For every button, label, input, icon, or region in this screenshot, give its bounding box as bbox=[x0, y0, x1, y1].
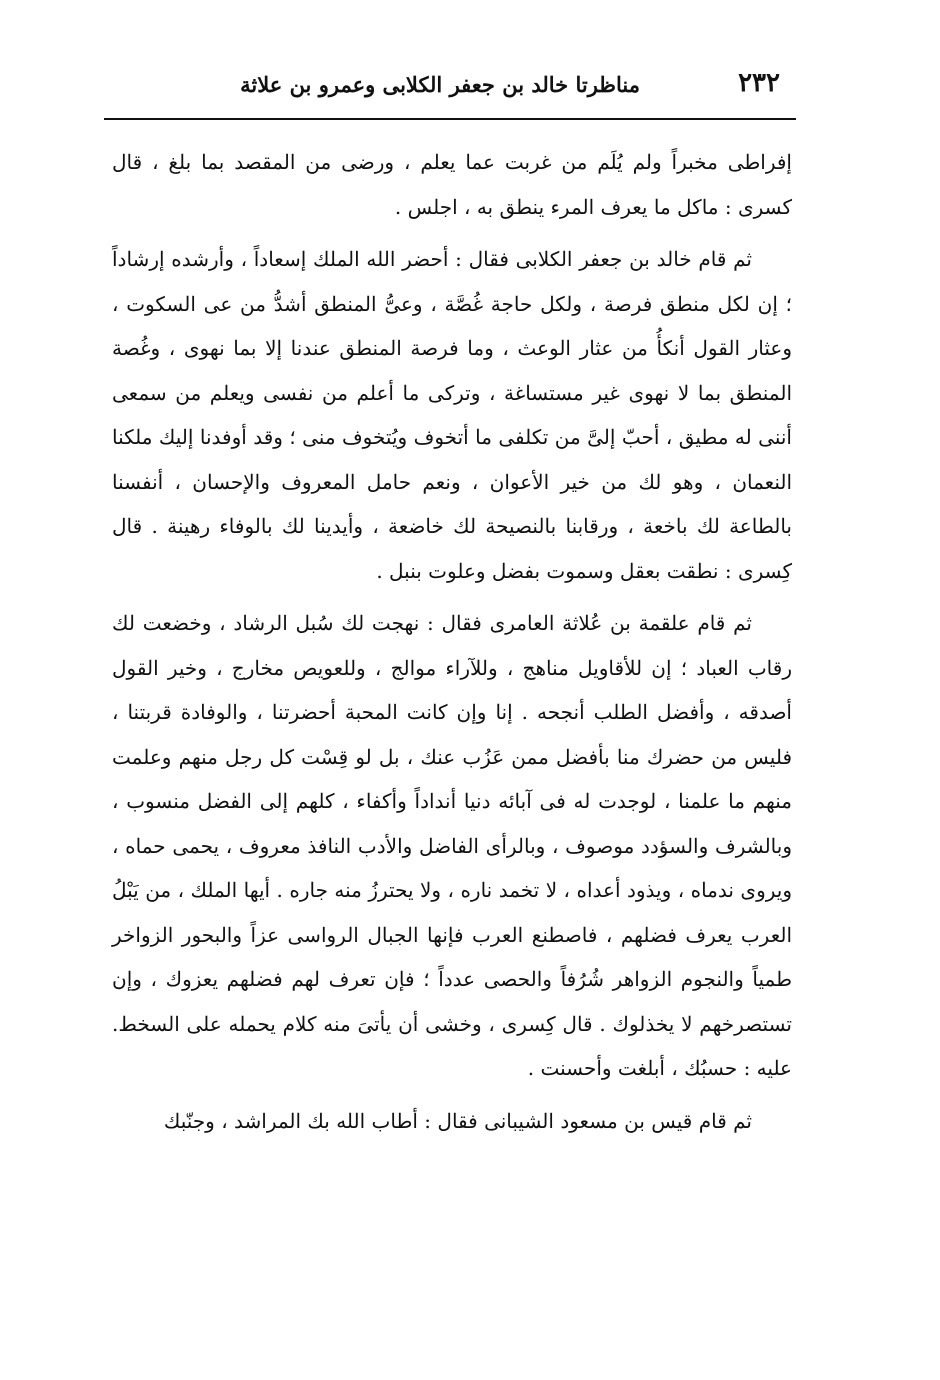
body-text bbox=[112, 140, 792, 1151]
paragraph: ثم قام علقمة بن عُلاثة العامرى فقال : نهجت لك سُبل الرشاد ، وخضعت لك رقاب العباد ؛ إن للأقاويل مناهج ، وللآراء موالج ، وللعويص مخارج ، وخير القول أصدقه ، وأفضل الطلب أنجحه . إنا وإن كانت المحبة أحضرتنا ، والوفادة قربتنا ، فليس من حضرك منا بأفضل ممن عَزُب عنك ، بل لو قِسْت كل رجل منهم وعلمت منهم ما علمنا ، لوجدت له فى آبائه دنيا أنداداً وأكفاء ، كلهم إلى الفضل منسوب ، وبالشرف والسؤدد موصوف ، وبالرأى الفاضل والأدب النافذ معروف ، يحمى حماه ، ويروى ندماه ، ويذود أعداه ، لا تخمد ناره ، ولا يحترزُ منه جاره . أيها الملك ، من يَبْلُ العرب يعرف فضلهم ، فاصطنع العرب فإنها الجبال الرواسى عزاً والبحور الزواخر طمياً والنجوم الزواهر شُرُفاً والحصى عدداً ؛ فإن تعرف لهم فضلهم يعزوك ، وإن تستصرخهم لا يخذلوك . قال كِسرى ، وخشى أن يأتىَ منه كلام يحمله على السخط. عليه : حسبُك ، أبلغت وأحسنت . bbox=[112, 611, 793, 1080]
page-header bbox=[190, 66, 780, 106]
paragraph: إفراطى مخبراً ولم يُلَم من غربت عما يعلم ، ورضى من المقصد بما بلغ ، قال كسرى : ماكل ما يعرف المرء ينطق به ، اجلس . bbox=[112, 150, 792, 219]
header-rule bbox=[104, 118, 796, 120]
paragraph: ثم قام قيس بن مسعود الشيبانى فقال : أطاب الله بك المراشد ، وجنّبك bbox=[163, 1108, 752, 1133]
page-number: ٢٣٢ bbox=[738, 68, 780, 98]
running-title: مناظرتا خالد بن جعفر الكلابى وعمرو بن علاثة bbox=[240, 72, 640, 97]
paragraph: ثم قام خالد بن جعفر الكلابى فقال : أحضر الله الملك إسعاداً ، وأرشده إرشاداً ؛ إن لكل منطق فرصة ، ولكل حاجة غُصَّة ، وعىُّ المنطق أشدُّ من عى السكوت ، وعثار القول أنكأُ من عثار الوعث ، وما فرصة المنطق عندنا إلا بما نهوى ، وغُصة المنطق بما لا نهوى غير مستساغة ، وتركى ما أعلم من نفسى ويعلم من سمعى أننى له مطيق ، أحبّ إلىَّ من تكلفى ما أتخوف ويُتخوف منى ؛ وقد أوفدنا إليك ملكنا النعمان ، وهو لك من خير الأعوان ، ونعم حامل المعروف والإحسان ، أنفسنا بالطاعة لك باخعة ، ورقابنا بالنصيحة لك خاضعة ، وأيدينا لك بالوفاء رهينة . قال كِسرى : نطقت بعقل وسموت بفضل وعلوت بنبل . bbox=[112, 247, 792, 583]
